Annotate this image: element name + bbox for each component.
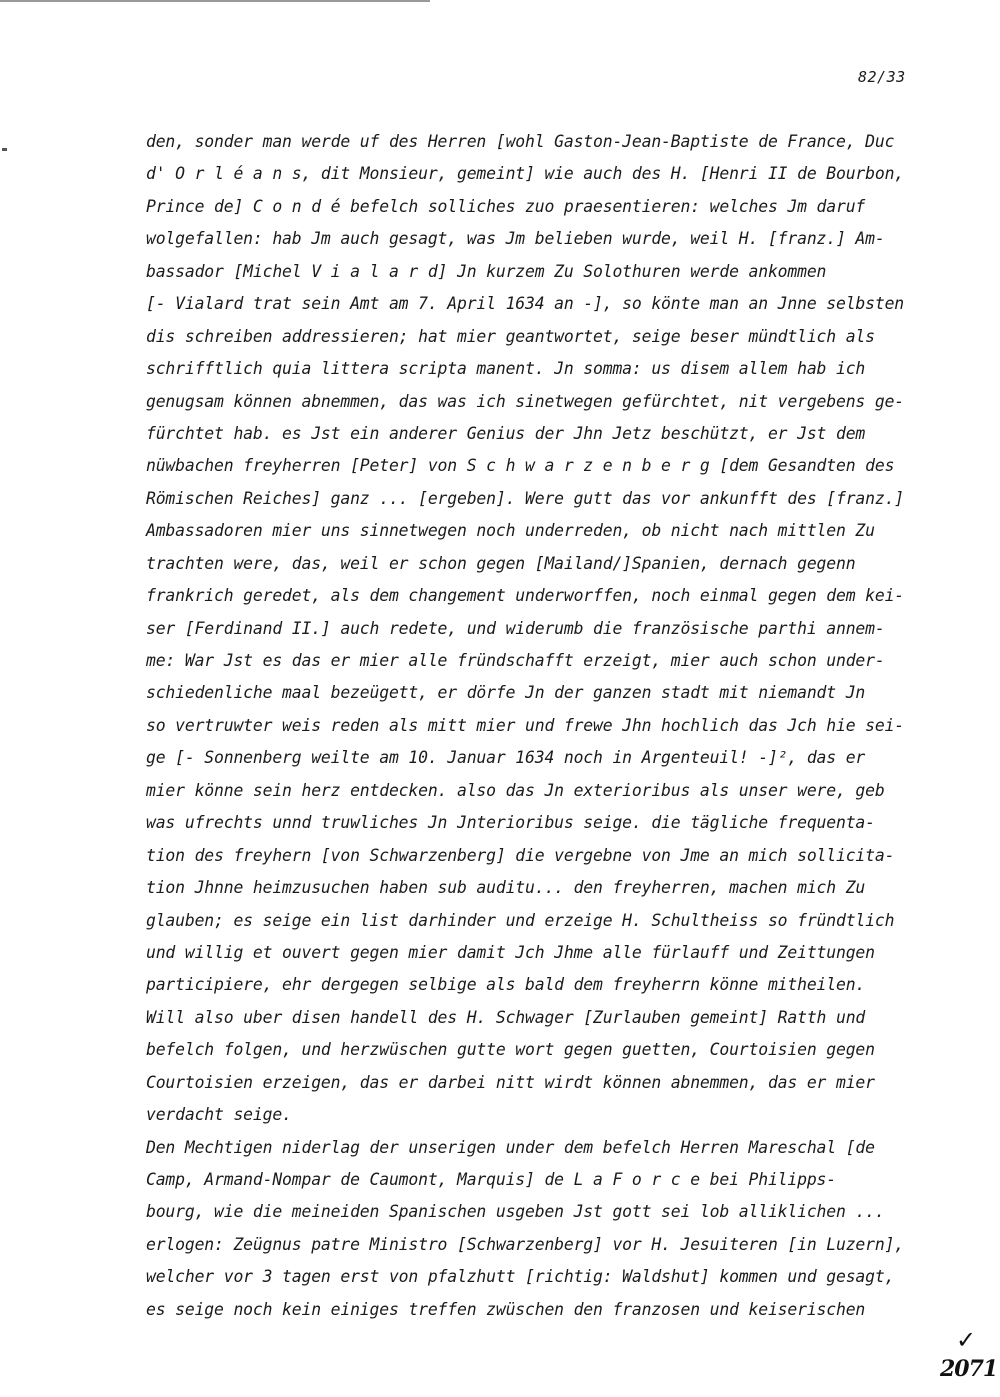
page-number: 82/33 [858, 68, 906, 86]
text-line: es seige noch kein einiges treffen zwüschen den franzosen und keiserischen [146, 1299, 866, 1319]
text-line: wolgefallen: hab Jm auch gesagt, was Jm belieben wurde, weil H. [franz.] Am- [146, 229, 885, 249]
text-line: d' O r l é a n s, dit Monsieur, gemeint] wie auch des H. [Henri II de Bourbon, [146, 164, 905, 184]
top-edge-rule [0, 0, 430, 2]
document-body [146, 126, 936, 1326]
margin-tick-mark [2, 148, 7, 151]
text-line: me: War Jst es das er mier alle fründschafft erzeigt, mier auch schon under- [146, 651, 885, 670]
text-line: bourg, wie die meineiden Spanischen usgeben Jst gott sei lob alliklichen ... [146, 1202, 885, 1222]
text-line: ge [- Sonnenberg weilte am 10. Januar 1634 noch in Argenteuil! -]², das er [146, 748, 866, 768]
text-line: fürchtet hab. es Jst ein anderer Genius der Jhn Jetz beschützt, er Jst dem [146, 423, 866, 443]
text-line: schrifftlich quia littera scripta manent. Jn somma: us disem allem hab ich [146, 359, 866, 379]
text-line: verdacht seige. [146, 1105, 292, 1125]
text-line: glauben; es seige ein list darhinder und erzeige H. Schultheiss so fründtlich [146, 910, 895, 930]
text-line: Courtoisien erzeigen, das er darbei nitt wirdt können abnemmen, das er mier [146, 1072, 875, 1092]
check-mark: ✓ [956, 1326, 977, 1354]
text-line: genugsam können abnemmen, das was ich sinetwegen gefürchtet, nit vergebens ge- [146, 391, 905, 411]
text-line: was ufrechts unnd truwliches Jn Jnterioribus seige. die tägliche frequenta- [146, 813, 875, 833]
text-line: frankrich geredet, als dem changement underworffen, noch einmal gegen dem kei- [146, 586, 905, 606]
text-line: welcher vor 3 tagen erst von pfalzhutt [richtig: Waldshut] kommen und gesagt, [146, 1267, 895, 1287]
text-line: Den Mechtigen niderlag der unserigen under dem befelch Herren Mareschal [de [146, 1137, 875, 1157]
text-line: Will also uber disen handell des H. Schwager [Zurlauben gemeint] Ratth und [146, 1007, 866, 1027]
text-line: trachten were, das, weil er schon gegen [Mailand/]Spanien, dernach gegenn [146, 553, 856, 573]
text-line: schiedenliche maal bezeügett, er dörfe Jn der ganzen stadt mit niemandt Jn [146, 683, 866, 703]
text-line: mier könne sein herz entdecken. also das Jn exterioribus als unser were, geb [146, 780, 885, 800]
text-line: [- Vialard trat sein Amt am 7. April 1634 an -], so könte man an Jnne selbsten [146, 294, 905, 314]
text-line: Römischen Reiches] ganz ... [ergeben]. Were gutt das vor ankunfft des [franz.] [146, 488, 905, 508]
folio-number: 2071 [940, 1356, 998, 1382]
text-line: Camp, Armand-Nompar de Caumont, Marquis] de L a F o r c e bei Philipps- [146, 1170, 836, 1189]
text-line: den, sonder man werde uf des Herren [wohl Gaston-Jean-Baptiste de France, Duc [146, 132, 895, 151]
text-line: ser [Ferdinand II.] auch redete, und widerumb die französische parthi annem- [146, 618, 885, 638]
text-line: bassador [Michel V i a l a r d] Jn kurzem Zu Solothuren werde ankommen [146, 261, 827, 281]
text-line: participiere, ehr dergegen selbige als bald dem freyherrn könne mitheilen. [146, 975, 866, 995]
text-line: erlogen: Zeügnus patre Ministro [Schwarzenberg] vor H. Jesuiteren [in Luzern], [146, 1234, 905, 1254]
text-line: nüwbachen freyherren [Peter] von S c h w a r z e n b e r g [dem Gesandten des [146, 456, 895, 476]
text-line: dis schreiben addressieren; hat mier geantwortet, seige beser mündtlich als [146, 326, 875, 346]
text-line: tion Jhnne heimzusuchen haben sub auditu... den freyherren, machen mich Zu [146, 878, 866, 898]
text-line: Prince de] C o n d é befelch solliches zuo praesentieren: welches Jm daruf [146, 196, 866, 216]
text-line: und willig et ouvert gegen mier damit Jch Jhme alle fürlauff und Zeittungen [146, 942, 875, 962]
text-line: tion des freyhern [von Schwarzenberg] die vergebne von Jme an mich sollicita- [146, 845, 895, 865]
text-line: Ambassadoren mier uns sinnetwegen noch underreden, ob nicht nach mittlen Zu [146, 521, 875, 541]
text-line: befelch folgen, und herzwüschen gutte wort gegen guetten, Courtoisien gegen [146, 1040, 875, 1060]
text-line: so vertruwter weis reden als mitt mier und frewe Jhn hochlich das Jch hie sei- [146, 715, 905, 735]
